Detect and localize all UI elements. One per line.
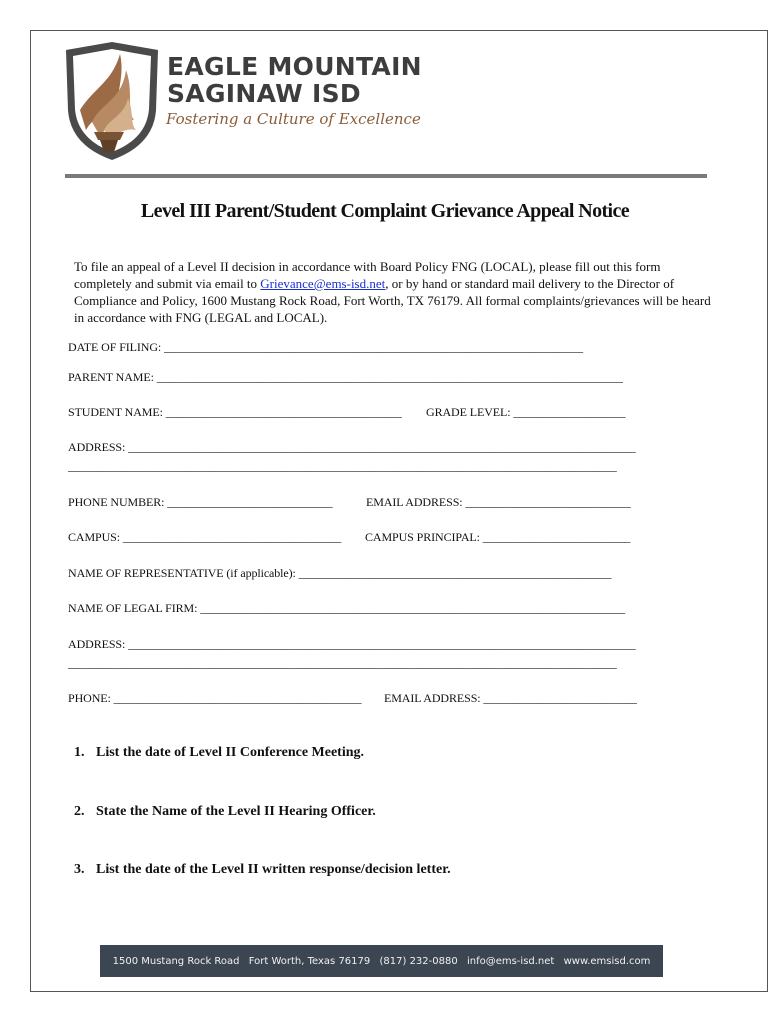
footer-contact-bar: [100, 945, 663, 977]
question-text: State the Name of the Level II Hearing Officer.: [96, 804, 376, 819]
page-title: Level III Parent/Student Complaint Grievance Appeal Notice: [140, 200, 630, 222]
district-tagline: Fostering a Culture of Excellence: [166, 110, 421, 128]
grievance-email-link[interactable]: Grievance@ems-isd.net: [260, 276, 386, 291]
legal-email-address-field[interactable]: EMAIL ADDRESS: __________________________: [384, 691, 637, 705]
question-3: [74, 862, 451, 878]
student-name-field[interactable]: STUDENT NAME: ________________________________________: [68, 405, 402, 419]
question-text: List the date of Level II Conference Meeting.: [96, 745, 365, 760]
campus-field[interactable]: CAMPUS: _____________________________________: [68, 530, 342, 544]
question-number: 2.: [74, 804, 85, 819]
footer-website: www.emsisd.com: [563, 955, 651, 967]
torch-shield-icon: [64, 40, 160, 162]
footer-address: 1500 Mustang Rock Road: [112, 955, 240, 967]
footer-phone: (817) 232-0880: [379, 955, 458, 967]
grade-level-field[interactable]: GRADE LEVEL: ___________________: [426, 405, 626, 419]
representative-field[interactable]: NAME OF REPRESENTATIVE (if applicable): _____________________________________________________: [68, 566, 612, 580]
legal-address-field-line2[interactable]: _____________________________________________________________________________________________: [68, 656, 617, 670]
question-1: [74, 745, 364, 761]
question-number: 3.: [74, 862, 85, 877]
footer-email: info@ems-isd.net: [466, 955, 555, 967]
district-name-line2: SAGINAW ISD: [167, 79, 361, 108]
question-2: [74, 804, 376, 820]
intro-text-start: To file an appeal of a Level II decision in accordance with Board Policy FNG (LOCAL), please fill out this form completely and submit via email to: [74, 259, 661, 291]
address-field-line1[interactable]: ADDRESS: ______________________________________________________________________________________: [68, 440, 636, 454]
district-name-line1: EAGLE MOUNTAIN: [167, 52, 422, 81]
question-text: List the date of the Level II written response/decision letter.: [96, 862, 451, 877]
phone-number-field[interactable]: PHONE NUMBER: ____________________________: [68, 495, 333, 509]
intro-paragraph: [74, 258, 716, 326]
question-number: 1.: [74, 745, 85, 760]
legal-address-field-line1[interactable]: ADDRESS: ______________________________________________________________________________________: [68, 637, 636, 651]
header-divider: [65, 174, 707, 178]
email-address-field[interactable]: EMAIL ADDRESS: ____________________________: [366, 495, 631, 509]
address-field-line2[interactable]: _____________________________________________________________________________________________: [68, 459, 617, 473]
legal-firm-field[interactable]: NAME OF LEGAL FIRM: ________________________________________________________________________: [68, 601, 626, 615]
parent-name-field[interactable]: PARENT NAME: _______________________________________________________________________________: [68, 370, 623, 384]
intro-text-end: , or by hand or standard mail delivery to the Director of Compliance and Policy, 1600 Mustang Rock Road, Fort Worth, TX 76179. All formal complaints/grievances will be heard in accordance with FNG (LEGAL and LOCAL).: [74, 276, 711, 325]
legal-phone-field[interactable]: PHONE: __________________________________________: [68, 691, 362, 705]
footer-city: Fort Worth, Texas 76179: [248, 955, 371, 967]
date-of-filing-field[interactable]: DATE OF FILING: _______________________________________________________________________: [68, 340, 583, 354]
district-name: [167, 53, 422, 107]
campus-principal-field[interactable]: CAMPUS PRINCIPAL: _________________________: [365, 530, 631, 544]
district-logo: [64, 40, 424, 165]
